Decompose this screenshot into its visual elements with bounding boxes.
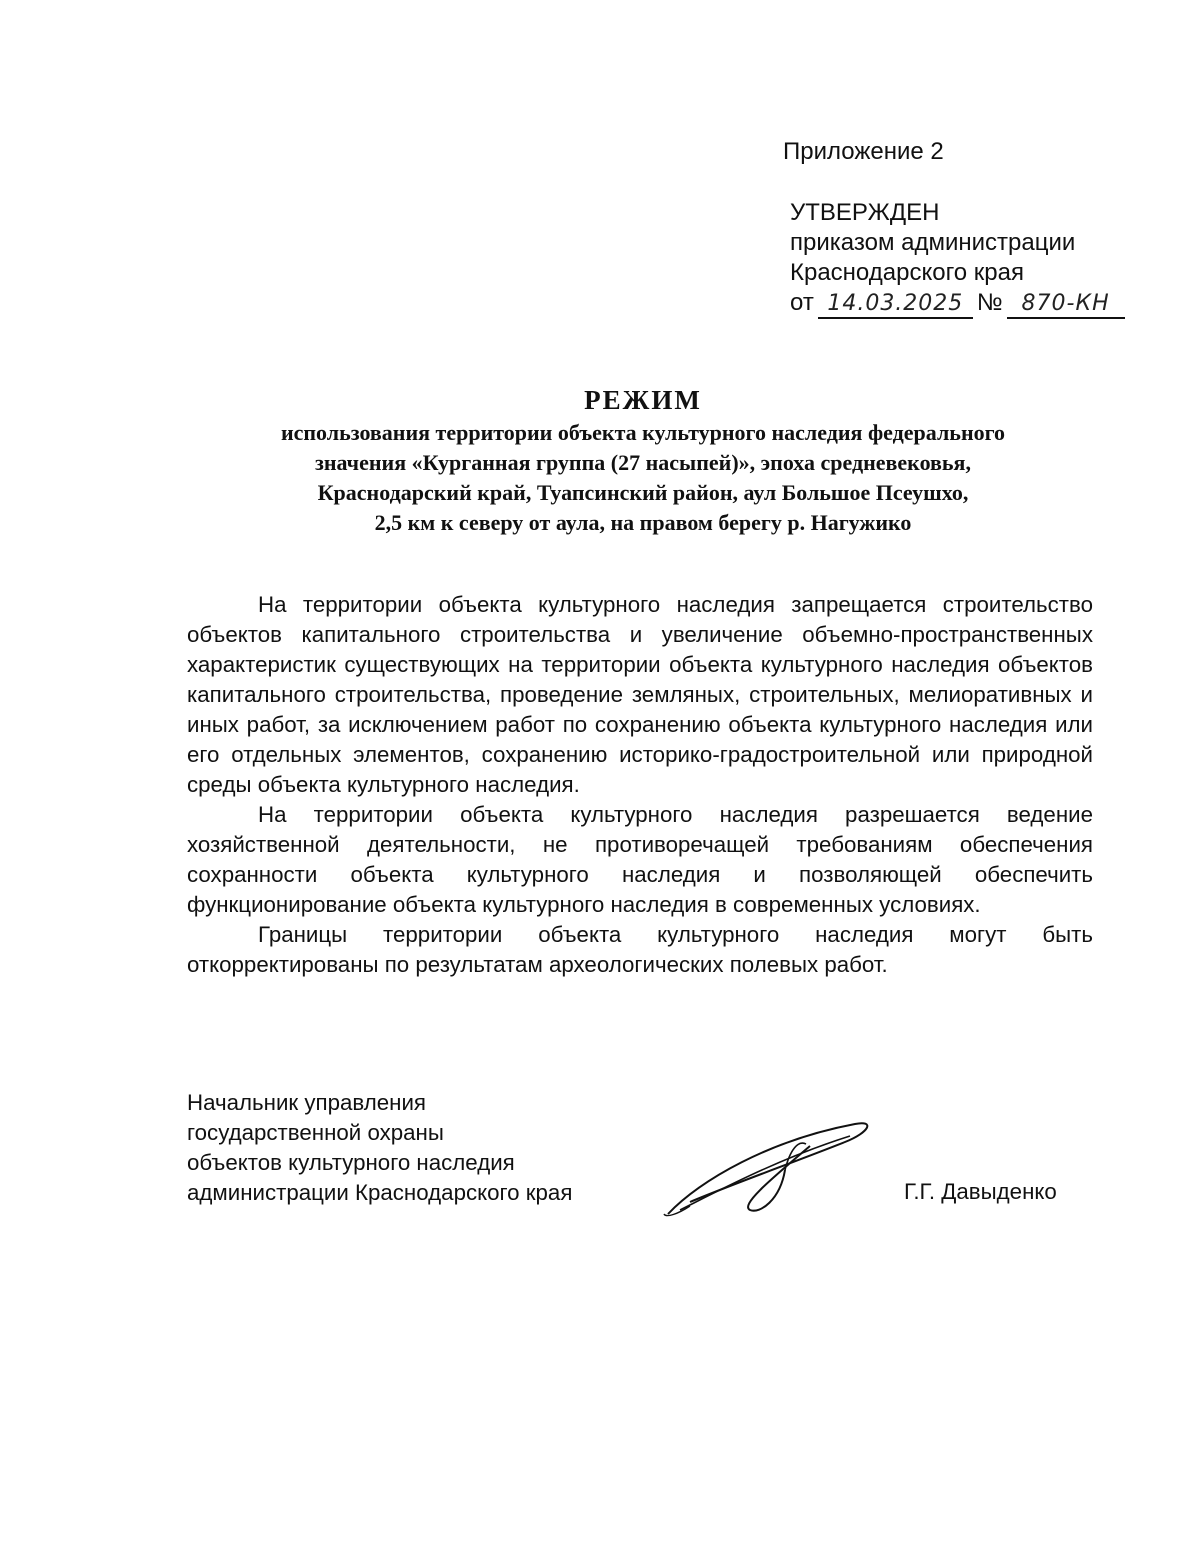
subtitle-line: 2,5 км к северу от аула, на правом берегу р. Нагужико (374, 510, 912, 535)
approval-line-2: Краснодарского края (790, 259, 1024, 286)
appendix-label: Приложение 2 (783, 138, 944, 165)
subtitle-line: значения «Курганная группа (27 насыпей)», эпоха средневековья, (315, 450, 971, 475)
document-title: РЕЖИМ (584, 385, 702, 415)
handwritten-signature (660, 1110, 890, 1220)
document-subtitle (190, 418, 1096, 538)
document-heading (190, 384, 1096, 538)
signer-name: Г.Г. Давыденко (904, 1179, 1057, 1204)
subtitle-line: использования территории объекта культурного наследия федерального (280, 420, 1006, 445)
subtitle-line: Краснодарский край, Туапсинский район, аул Большое Псеушхо, (317, 480, 969, 505)
approval-status: УТВЕРЖДЕН (790, 199, 940, 226)
handwritten-date: 14.03.2025 (818, 291, 973, 319)
number-prefix: № (976, 289, 1003, 316)
position-line: Начальник управления (187, 1090, 426, 1115)
body-paragraph: На территории объекта культурного наследия разрешается ведение хозяйственной деятельности, не противоречащей требованиям обеспечения сохранности объекта культурного наследия и позволяющей обеспечить функционирование объекта культурного наследия в современных условиях. (187, 802, 1093, 917)
approval-stamp (790, 198, 1125, 319)
position-line: администрации Краснодарского края (187, 1180, 573, 1205)
handwritten-number: 870-КН (1007, 291, 1125, 319)
signatory-position (187, 1088, 572, 1208)
approval-line-1: приказом администрации (790, 229, 1076, 256)
date-prefix: от (790, 289, 814, 316)
body-paragraph: На территории объекта культурного наследия запрещается строительство объектов капитального строительства и увеличение объемно-пространственных характеристик существующих на территории объекта культурного наследия объектов капитального строительства, проведение земляных, строительных, мелиоративных и иных работ, за исключением работ по сохранению объекта культурного наследия или его отдельных элементов, сохранению историко-градостроительной или природной среды объекта культурного наследия. (187, 592, 1093, 797)
body-paragraph: Границы территории объекта культурного наследия могут быть откорректированы по результатам археологических полевых работ. (187, 922, 1093, 977)
position-line: государственной охраны (187, 1120, 444, 1145)
position-line: объектов культурного наследия (187, 1150, 515, 1175)
approval-date-line (790, 288, 1125, 319)
document-body (187, 590, 1093, 980)
